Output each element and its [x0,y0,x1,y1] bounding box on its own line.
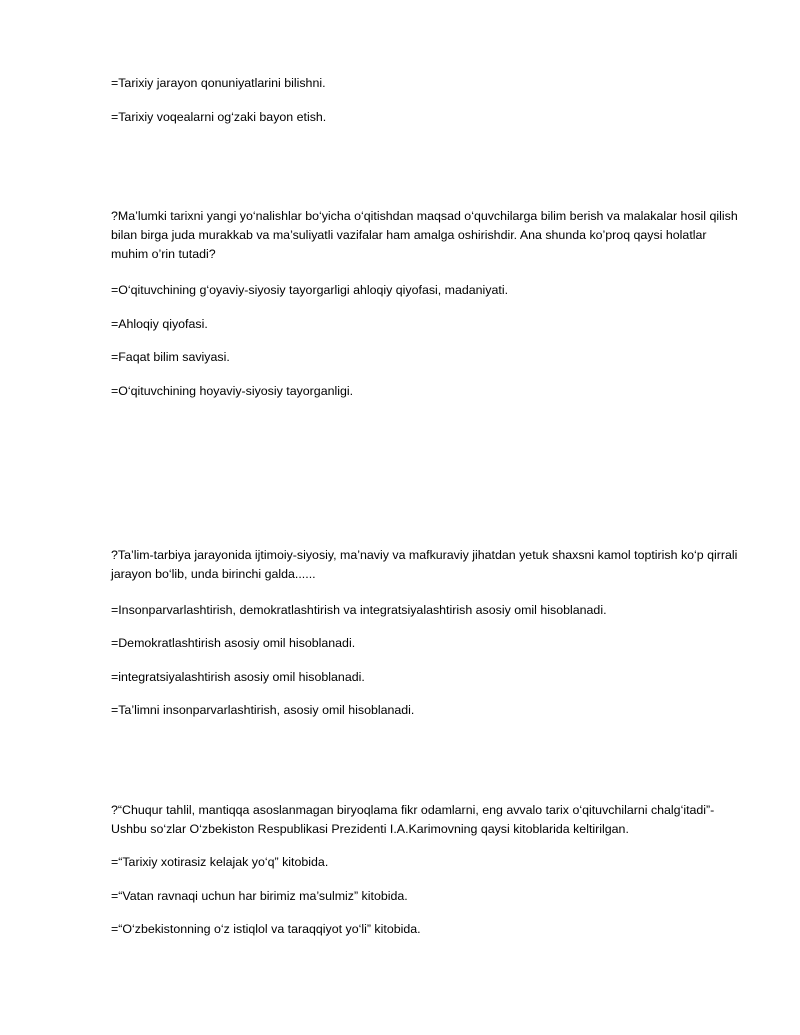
question-text: ?Ma’lumki tarixni yangi yo‘nalishlar bo‘yicha o‘qitishdan maqsad o‘quvchilarga bilim berish va malakalar hosil qilish bilan birga juda murakkab va ma’suliyatli vazifalar ham amalga oshirishdir. Ana shunda ko’proq qaysi holatlar muhim o’rin tutadi? [111,209,738,261]
answer-option: =O‘qituvchining hoyaviy-siyosiy tayorganligi. [111,384,354,398]
answer-option: =Faqat bilim saviyasi. [111,350,230,364]
question-text: ?Ta’lim-tarbiya jarayonida ijtimoiy-siyosiy, ma’naviy va mafkuraviy jihatdan yetuk shaxsni kamol toptirish ko‘p qirrali jarayon bo‘lib, unda birinchi galda...... [111,548,738,581]
answer-option: =Tarixiy voqealarni og‘zaki bayon etish. [111,110,327,124]
answer-option: =Insonparvarlashtirish, demokratlashtirish va integratsiyalashtirish asosiy omil hisoblanadi. [111,603,607,617]
answer-option: =Ta’limni insonparvarlashtirish, asosiy omil hisoblanadi. [111,703,415,717]
answer-option: =O‘qituvchining g‘oyaviy-siyosiy tayorgarligi ahloqiy qiyofasi, madaniyati. [111,283,509,297]
answer-option: =Tarixiy jarayon qonuniyatlarini bilishni. [111,76,326,90]
answer-option: =integratsiyalashtirish asosiy omil hisoblanadi. [111,670,365,684]
answer-option: =“Tarixiy xotirasiz kelajak yo‘q” kitobida. [111,855,329,869]
answer-option: =“O‘zbekistonning o‘z istiqlol va taraqqiyot yo‘li” kitobida. [111,922,421,936]
answer-option: =“Vatan ravnaqi uchun har birimiz ma’sulmiz” kitobida. [111,889,408,903]
answer-option: =Demokratlashtirish asosiy omil hisoblanadi. [111,636,356,650]
question-text: ?“Chuqur tahlil, mantiqqa asoslanmagan biryoqlama fikr odamlarni, eng avvalo tarix o‘qituvchilarni chalg‘itadi”- Ushbu so‘zlar O‘zbekiston Respublikasi Prezidenti I.A.Karimovning qaysi kitoblarida keltirilgan. [111,803,715,836]
answer-option: =Ahloqiy qiyofasi. [111,317,208,331]
